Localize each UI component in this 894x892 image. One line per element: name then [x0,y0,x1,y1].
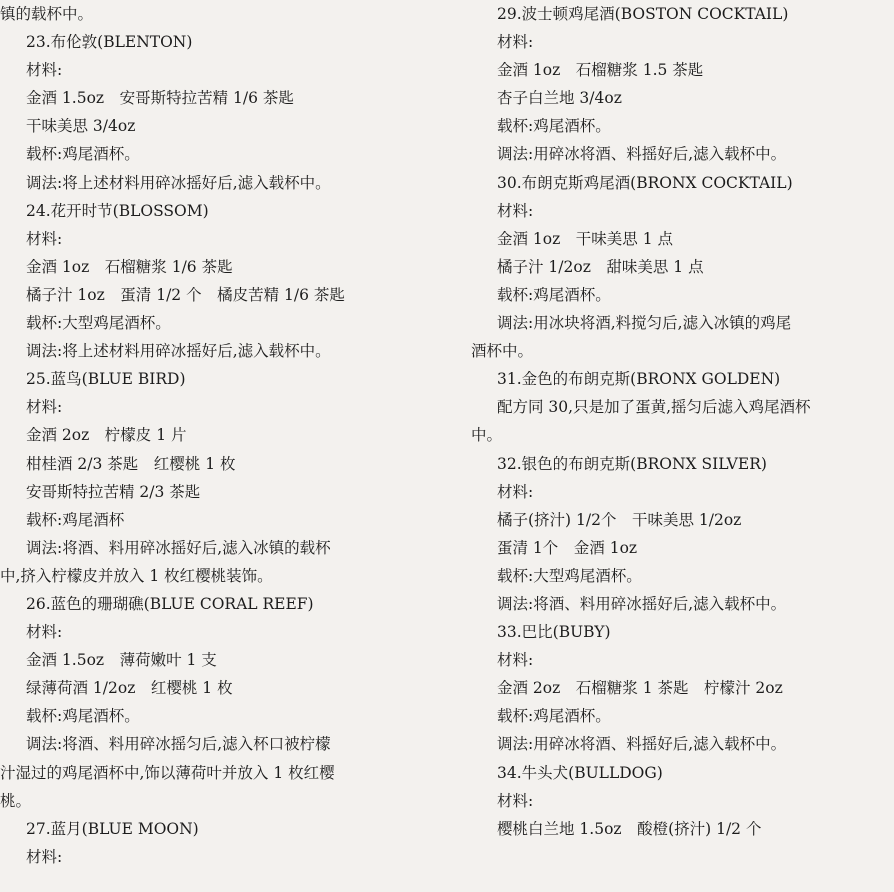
recipe-heading: 26.蓝色的珊瑚礁(BLUE CORAL REEF) [26,594,314,613]
text-line: 中,挤入柠檬皮并放入 1 枚红樱桃装饰。 [0,566,273,585]
text-line: 桃。 [0,791,32,810]
text-line: 材料: [497,482,534,501]
text-line: 材料: [26,61,63,80]
text-line: 杏子白兰地 3/4oz [497,89,622,108]
text-line: 调法:将上述材料用碎冰摇好后,滤入载杯中。 [26,173,331,192]
text-line: 干味美思 3/4oz [26,117,136,136]
text-line: 橘子(挤汁) 1/2个 干味美思 1/2oz [497,510,742,529]
text-line: 材料: [497,651,534,670]
left-column [0,0,432,871]
recipe-heading: 27.蓝月(BLUE MOON) [26,819,199,838]
text-line: 柑桂酒 2/3 茶匙 红樱桃 1 枚 [26,454,236,473]
text-line: 金酒 1.5oz 薄荷嫩叶 1 支 [26,651,217,670]
text-line: 樱桃白兰地 1.5oz 酸橙(挤汁) 1/2 个 [497,819,762,838]
recipe-heading: 32.银色的布朗克斯(BRONX SILVER) [497,454,767,473]
text-line: 材料: [497,791,534,810]
text-line: 材料: [497,33,534,52]
text-line: 金酒 2oz 柠檬皮 1 片 [26,426,187,445]
text-line: 金酒 2oz 石榴糖浆 1 茶匙 柠檬汁 2oz [497,679,783,698]
text-line: 调法:将酒、料用碎冰摇好后,滤入载杯中。 [497,594,787,613]
text-line: 橘子汁 1oz 蛋清 1/2 个 橘皮苦精 1/6 茶匙 [26,285,345,304]
text-line: 载杯:鸡尾酒杯 [26,510,125,529]
text-line: 载杯:鸡尾酒杯。 [26,707,140,726]
text-line: 材料: [26,623,63,642]
text-line: 调法:用碎冰将酒、料摇好后,滤入载杯中。 [497,145,787,164]
text-line: 载杯:大型鸡尾酒杯。 [26,314,171,333]
text-line: 酒杯中。 [471,342,534,361]
recipe-heading: 23.布伦敦(BLENTON) [26,33,193,52]
text-line: 配方同 30,只是加了蛋黄,摇匀后滤入鸡尾酒杯 [497,398,811,417]
right-column [471,0,883,843]
text-line: 镇的载杯中。 [0,5,94,23]
text-line: 安哥斯特拉苦精 2/3 茶匙 [26,482,201,501]
recipe-heading: 31.金色的布朗克斯(BRONX GOLDEN) [497,370,781,389]
text-line: 载杯:鸡尾酒杯。 [497,707,611,726]
text-line: 蛋清 1个 金酒 1oz [497,538,638,557]
recipe-heading: 33.巴比(BUBY) [497,623,611,642]
text-line: 载杯:鸡尾酒杯。 [26,145,140,164]
text-line: 调法:将酒、料用碎冰摇好后,滤入冰镇的载杯 [26,538,331,557]
text-line: 金酒 1.5oz 安哥斯特拉苦精 1/6 茶匙 [26,89,294,108]
text-line: 调法:将上述材料用碎冰摇好后,滤入载杯中。 [26,342,331,361]
recipe-heading: 30.布朗克斯鸡尾酒(BRONX COCKTAIL) [497,173,793,192]
text-line: 金酒 1oz 干味美思 1 点 [497,229,674,248]
text-line: 绿薄荷酒 1/2oz 红樱桃 1 枚 [26,679,233,698]
recipe-heading: 24.花开时节(BLOSSOM) [26,201,209,220]
text-line: 材料: [26,847,63,866]
recipe-heading: 25.蓝鸟(BLUE BIRD) [26,370,186,389]
text-line: 金酒 1oz 石榴糖浆 1/6 茶匙 [26,257,233,276]
text-line: 调法:用碎冰将酒、料摇好后,滤入载杯中。 [497,735,787,754]
text-line: 中。 [471,426,503,445]
text-line: 载杯:鸡尾酒杯。 [497,285,611,304]
text-line: 橘子汁 1/2oz 甜味美思 1 点 [497,257,704,276]
text-line: 材料: [26,229,63,248]
text-line: 载杯:大型鸡尾酒杯。 [497,566,642,585]
text-line: 材料: [26,398,63,417]
text-line: 调法:将酒、料用碎冰摇匀后,滤入杯口被柠檬 [26,735,331,754]
text-line: 金酒 1oz 石榴糖浆 1.5 茶匙 [497,61,704,80]
text-line: 汁湿过的鸡尾酒杯中,饰以薄荷叶并放入 1 枚红樱 [0,763,335,782]
recipe-heading: 29.波士顿鸡尾酒(BOSTON COCKTAIL) [497,5,789,23]
recipe-heading: 34.牛头犬(BULLDOG) [497,763,663,782]
text-line: 载杯:鸡尾酒杯。 [497,117,611,136]
text-line: 调法:用冰块将酒,料搅匀后,滤入冰镇的鸡尾 [497,314,792,333]
text-line: 材料: [497,201,534,220]
